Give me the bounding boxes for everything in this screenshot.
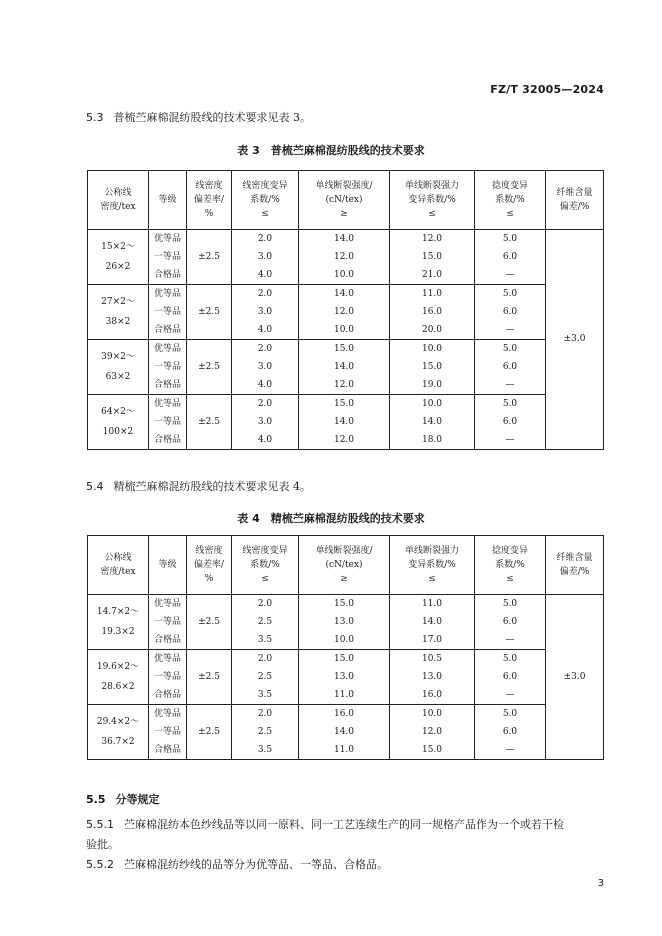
deviation-cell: ±2.5 [187,705,232,760]
density-cv-cell: 3.5 [232,741,299,760]
density-cell: 27×2～ 38×2 [88,285,149,340]
strength-cv-cell: 19.0 [390,376,475,395]
strength-cell: 11.0 [299,741,390,760]
density-cv-cell: 3.5 [232,631,299,650]
density-cell: 39×2～ 63×2 [88,340,149,395]
strength-cell: 10.0 [299,631,390,650]
twist-cv-cell: — [475,321,546,340]
strength-cell: 14.0 [299,285,390,304]
strength-cell: 13.0 [299,613,390,631]
table3 [87,170,604,450]
density-cv-cell: 3.0 [232,413,299,431]
table-row [88,248,604,266]
strength-cell: 12.0 [299,248,390,266]
density-cv-cell: 4.0 [232,321,299,340]
table4-caption: 表 4 精梳苎麻棉混纺股线的技术要求 [237,512,425,525]
grade-cell: 一等品 [149,358,187,376]
grade-cell: 合格品 [149,376,187,395]
strength-cell: 14.0 [299,358,390,376]
section-text-continued: 验批。 [86,838,119,851]
table-row [88,631,604,650]
density-cv-cell: 2.0 [232,650,299,669]
twist-cv-cell: 5.0 [475,395,546,414]
section-text: 苎麻棉混纺纱线的品等分为优等品、一等品、合格品。 [124,858,388,871]
strength-cv-cell: 10.0 [390,705,475,724]
section-text: 普梳苎麻棉混纺股线的技术要求见表 3。 [113,111,311,124]
grade-cell: 合格品 [149,741,187,760]
section-5-3 [86,108,311,128]
grade-cell: 一等品 [149,248,187,266]
density-cv-cell: 2.0 [232,230,299,249]
strength-cv-cell: 14.0 [390,413,475,431]
twist-cv-cell: 5.0 [475,595,546,614]
strength-cell: 13.0 [299,668,390,686]
col-header-deviation: 线密度 偏差率/ % [187,171,232,230]
twist-cv-cell: 6.0 [475,303,546,321]
density-cv-cell: 2.0 [232,705,299,724]
strength-cell: 14.0 [299,413,390,431]
density-cv-cell: 3.5 [232,686,299,705]
strength-cell: 12.0 [299,303,390,321]
density-cv-cell: 3.0 [232,358,299,376]
grade-cell: 优等品 [149,285,187,304]
density-cv-cell: 2.0 [232,340,299,359]
density-cv-cell: 2.0 [232,285,299,304]
page-number: 3 [597,878,604,889]
twist-cv-cell: 5.0 [475,285,546,304]
grade-cell: 一等品 [149,413,187,431]
section-number: 5.4 [86,480,104,493]
section-5-5 [86,790,160,810]
strength-cv-cell: 10.0 [390,395,475,414]
fiber-cell: ±3.0 [546,595,604,760]
table-row [88,650,604,669]
strength-cell: 15.0 [299,340,390,359]
strength-cell: 14.0 [299,723,390,741]
density-cv-cell: 2.5 [232,668,299,686]
strength-cv-cell: 15.0 [390,741,475,760]
col-header-density: 公称线 密度/tex [88,171,149,230]
section-number: 5.5 [86,793,106,806]
grade-cell: 合格品 [149,631,187,650]
grade-cell: 一等品 [149,303,187,321]
col-header-twist-cv: 捻度变异 系数/% ≤ [475,171,546,230]
strength-cv-cell: 10.5 [390,650,475,669]
section-number: 5.5.2 [86,858,114,871]
table-row [88,266,604,285]
col-header-fiber: 纤维含量 偏差/% [546,171,604,230]
deviation-cell: ±2.5 [187,650,232,705]
grade-cell: 一等品 [149,668,187,686]
table-header-row [88,536,604,595]
strength-cell: 10.0 [299,321,390,340]
deviation-cell: ±2.5 [187,285,232,340]
density-cv-cell: 2.0 [232,595,299,614]
grade-cell: 优等品 [149,595,187,614]
twist-cv-cell: 5.0 [475,230,546,249]
twist-cv-cell: — [475,741,546,760]
strength-cv-cell: 13.0 [390,668,475,686]
strength-cv-cell: 12.0 [390,723,475,741]
twist-cv-cell: 6.0 [475,248,546,266]
table-row [88,358,604,376]
table-row [88,413,604,431]
strength-cv-cell: 11.0 [390,285,475,304]
twist-cv-cell: — [475,266,546,285]
col-header-strength: 单线断裂强度/ (cN/tex) ≥ [299,536,390,595]
col-header-fiber: 纤维含量 偏差/% [546,536,604,595]
col-header-strength-cv: 单线断裂强力 变异系数/% ≤ [390,171,475,230]
twist-cv-cell: — [475,376,546,395]
col-header-strength: 单线断裂强度/ (cN/tex) ≥ [299,171,390,230]
grade-cell: 优等品 [149,395,187,414]
col-header-density-cv: 线密度变异 系数/% ≤ [232,171,299,230]
strength-cell: 16.0 [299,705,390,724]
twist-cv-cell: — [475,631,546,650]
standard-code: FZ/T 32005—2024 [490,83,604,96]
section-5-5-1 [86,815,606,855]
table-row [88,303,604,321]
density-cell: 19.6×2～ 28.6×2 [88,650,149,705]
table-row [88,595,604,614]
col-header-strength-cv: 单线断裂强力 变异系数/% ≤ [390,536,475,595]
grade-cell: 优等品 [149,230,187,249]
strength-cv-cell: 21.0 [390,266,475,285]
twist-cv-cell: 5.0 [475,340,546,359]
table4 [87,535,604,760]
density-cv-cell: 4.0 [232,376,299,395]
strength-cell: 12.0 [299,431,390,450]
strength-cell: 14.0 [299,230,390,249]
strength-cell: 12.0 [299,376,390,395]
table-row [88,340,604,359]
density-cell: 15×2～ 26×2 [88,230,149,285]
table-header-row [88,171,604,230]
twist-cv-cell: — [475,686,546,705]
strength-cv-cell: 17.0 [390,631,475,650]
table-row [88,705,604,724]
col-header-grade: 等级 [149,536,187,595]
table-row [88,686,604,705]
strength-cell: 10.0 [299,266,390,285]
strength-cv-cell: 16.0 [390,303,475,321]
twist-cv-cell: 5.0 [475,705,546,724]
col-header-twist-cv: 捻度变异 系数/% ≤ [475,536,546,595]
strength-cv-cell: 10.0 [390,340,475,359]
col-header-density-cv: 线密度变异 系数/% ≤ [232,536,299,595]
strength-cell: 15.0 [299,595,390,614]
twist-cv-cell: 6.0 [475,723,546,741]
twist-cv-cell: 5.0 [475,650,546,669]
strength-cell: 15.0 [299,650,390,669]
table3-caption: 表 3 普梳苎麻棉混纺股线的技术要求 [237,144,425,157]
grade-cell: 优等品 [149,705,187,724]
density-cv-cell: 2.0 [232,395,299,414]
strength-cv-cell: 12.0 [390,230,475,249]
table-row [88,723,604,741]
section-5-4 [86,477,311,497]
strength-cv-cell: 15.0 [390,248,475,266]
grade-cell: 一等品 [149,613,187,631]
grade-cell: 优等品 [149,340,187,359]
grade-cell: 优等品 [149,650,187,669]
strength-cv-cell: 11.0 [390,595,475,614]
table-row [88,431,604,450]
density-cv-cell: 2.5 [232,613,299,631]
strength-cell: 15.0 [299,395,390,414]
table-row [88,395,604,414]
density-cv-cell: 4.0 [232,431,299,450]
table-row [88,321,604,340]
strength-cv-cell: 15.0 [390,358,475,376]
fiber-cell: ±3.0 [546,230,604,450]
density-cv-cell: 2.5 [232,723,299,741]
strength-cell: 11.0 [299,686,390,705]
section-number: 5.3 [86,111,104,124]
density-cv-cell: 3.0 [232,303,299,321]
strength-cv-cell: 20.0 [390,321,475,340]
table-row [88,285,604,304]
density-cv-cell: 4.0 [232,266,299,285]
deviation-cell: ±2.5 [187,595,232,650]
table-row [88,376,604,395]
deviation-cell: ±2.5 [187,340,232,395]
section-text: 苎麻棉混纺本色纱线品等以同一原料、同一工艺连续生产的同一规格产品作为一个或若干检 [124,818,564,831]
twist-cv-cell: 6.0 [475,613,546,631]
deviation-cell: ±2.5 [187,230,232,285]
table-row [88,741,604,760]
twist-cv-cell: — [475,431,546,450]
density-cell: 64×2～ 100×2 [88,395,149,450]
deviation-cell: ±2.5 [187,395,232,450]
table-row [88,230,604,249]
density-cv-cell: 3.0 [232,248,299,266]
density-cell: 14.7×2～ 19.3×2 [88,595,149,650]
grade-cell: 合格品 [149,431,187,450]
twist-cv-cell: 6.0 [475,413,546,431]
strength-cv-cell: 16.0 [390,686,475,705]
table-row [88,668,604,686]
section-text: 精梳苎麻棉混纺股线的技术要求见表 4。 [113,480,311,493]
section-number: 5.5.1 [86,818,114,831]
col-header-density: 公称线 密度/tex [88,536,149,595]
grade-cell: 合格品 [149,686,187,705]
strength-cv-cell: 14.0 [390,613,475,631]
col-header-grade: 等级 [149,171,187,230]
grade-cell: 合格品 [149,266,187,285]
section-title: 分等规定 [115,793,160,806]
table-row [88,613,604,631]
grade-cell: 合格品 [149,321,187,340]
strength-cv-cell: 18.0 [390,431,475,450]
col-header-deviation: 线密度 偏差率/ % [187,536,232,595]
density-cell: 29.4×2～ 36.7×2 [88,705,149,760]
twist-cv-cell: 6.0 [475,668,546,686]
section-5-5-2 [86,855,388,875]
grade-cell: 一等品 [149,723,187,741]
twist-cv-cell: 6.0 [475,358,546,376]
